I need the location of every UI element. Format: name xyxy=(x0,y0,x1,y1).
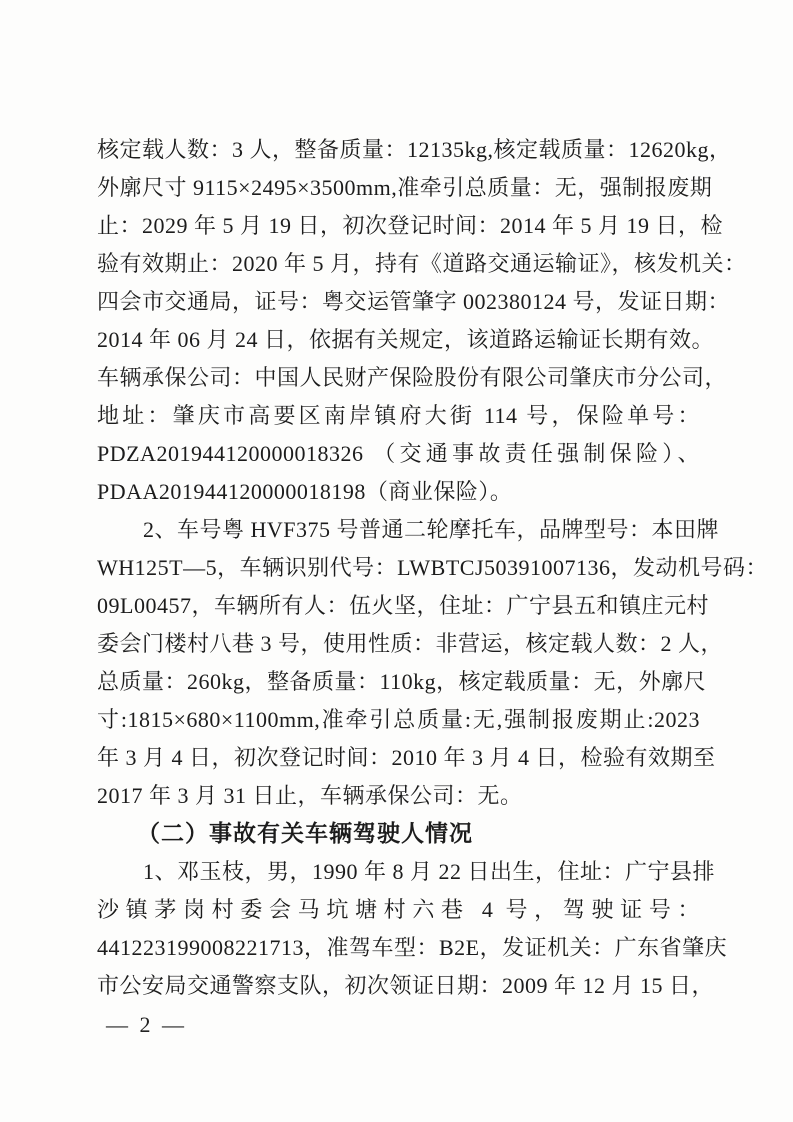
text-line: 441223199008221713，准驾车型：B2E，发证机关：广东省肇庆 xyxy=(97,935,728,960)
text-line: 验有效期止：2020 年 5 月，持有《道路交通运输证》，核发机关： xyxy=(97,251,747,276)
page-number: — 2 — xyxy=(106,1012,187,1037)
text-line: PDAA201944120000018198（商业保险）。 xyxy=(97,479,513,504)
section-heading: （二）事故有关车辆驾驶人情况 xyxy=(137,821,473,846)
text-line: 2017 年 3 月 31 日止，车辆承保公司：无。 xyxy=(97,783,523,808)
text-line: 2014 年 06 月 24 日，依据有关规定，该道路运输证长期有效。 xyxy=(97,327,715,352)
text-line: 寸:1815×680×1100mm,准牵引总质量:无,强制报废期止:2023 xyxy=(97,707,700,732)
text-line: 总质量：260kg，整备质量：110kg，核定载质量：无，外廓尺 xyxy=(97,669,707,694)
document-text-block xyxy=(97,131,769,1005)
text-line: 09L00457，车辆所有人：伍火坚，住址：广宁县五和镇庄元村 xyxy=(97,593,709,618)
text-line: 沙镇茅岗村委会马坑塘村六巷 4 号，驾驶证号： xyxy=(97,897,700,922)
text-line: 车辆承保公司：中国人民财产保险股份有限公司肇庆市分公司， xyxy=(97,365,728,390)
text-line: 核定载人数：3 人，整备质量：12135kg,核定载质量：12620kg， xyxy=(97,137,732,162)
text-line-paragraph-start-driver1: 1、邓玉枝，男，1990 年 8 月 22 日出生，住址：广宁县排 xyxy=(143,859,716,884)
text-line: WH125T—5，车辆识别代号：LWBTCJ50391007136，发动机号码： xyxy=(97,555,769,580)
text-line: PDZA201944120000018326 （交通事故责任强制保险）、 xyxy=(97,441,700,466)
text-line: 四会市交通局，证号：粤交运管肇字 002380124 号，发证日期： xyxy=(97,289,731,314)
text-line: 委会门楼村八巷 3 号，使用性质：非营运，核定载人数：2 人， xyxy=(97,631,724,656)
text-line: 市公安局交通警察支队，初次领证日期：2009 年 12 月 15 日， xyxy=(97,973,715,998)
text-line: 外廓尺寸 9115×2495×3500mm,准牵引总质量：无，强制报废期 xyxy=(97,175,713,200)
text-line: 地址：肇庆市高要区南岸镇府大街 114 号，保险单号： xyxy=(97,403,700,428)
text-line: 止：2029 年 5 月 19 日，初次登记时间：2014 年 5 月 19 日，检 xyxy=(97,213,724,238)
text-line-paragraph-start-vehicle2: 2、车号粤 HVF375 号普通二轮摩托车，品牌型号：本田牌 xyxy=(143,517,720,542)
text-line: 年 3 月 4 日，初次登记时间：2010 年 3 月 4 日，检验有效期至 xyxy=(97,745,716,770)
